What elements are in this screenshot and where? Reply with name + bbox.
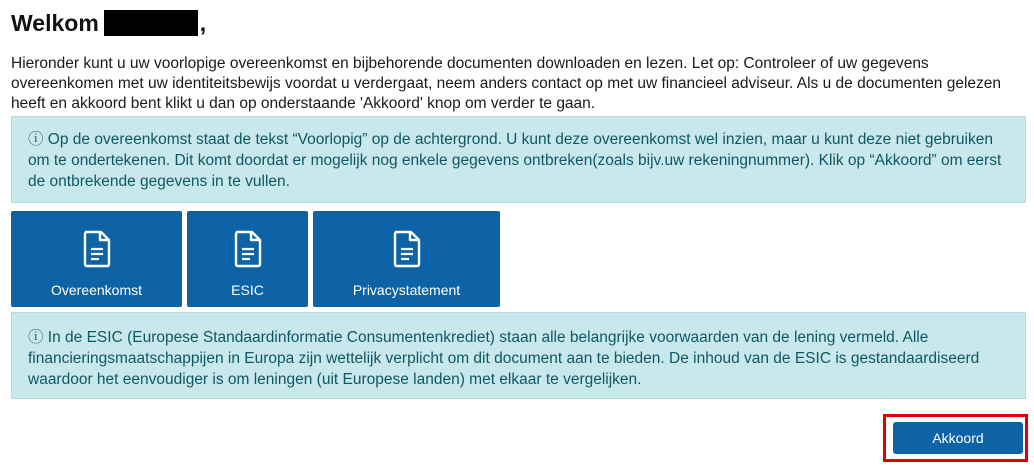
document-button-label: Overeenkomst	[50, 282, 143, 298]
info-box-esic	[11, 312, 1026, 399]
akkoord-button[interactable]: Akkoord	[893, 422, 1023, 454]
info-voorlopig-text: ⓘ Op de overeenkomst staat de tekst “Voorlopig” op de achtergrond. U kunt deze overeenkomst wel inzien, maar u kunt deze niet gebruiken om te ondertekenen. Dit komt doordat er mogelijk nog enkele gegevens ontbreken(zoals bijv.uw rekeningnummer). Klik op “Akkoord” om eerst de ontbrekende gegevens in te vullen.	[28, 131, 1002, 190]
document-icon	[232, 229, 264, 269]
document-icon	[81, 229, 113, 269]
info-esic-text: ⓘ In de ESIC (Europese Standaardinformatie Consumentenkrediet) staan alle belangrijke voorwaarden van de lening vermeld. Alle financieringsmaatschappijen in Europa zijn wettelijk verplicht om dit document aan te bieden. De inhoud van de ESIC is gestandaardiseerd waardoor het eenvoudiger is om leningen (uit Europese landen) met elkaar te vergelijken.	[28, 329, 980, 388]
page-title	[11, 6, 206, 40]
info-box-voorlopig	[11, 116, 1026, 203]
document-button-label: ESIC	[231, 282, 264, 298]
document-button-esic[interactable]	[187, 211, 308, 307]
document-button-overeenkomst[interactable]	[11, 211, 182, 307]
redacted-name	[104, 10, 198, 36]
greeting-text: Welkom	[11, 10, 99, 36]
document-button-label: Privacystatement	[352, 282, 461, 298]
greeting-comma: ,	[199, 10, 207, 36]
document-icon	[391, 229, 423, 269]
intro-text: Hieronder kunt u uw voorlopige overeenkomst en bijbehorende documenten downloaden en lezen. Let op: Controleer of uw gegevens overeenkomen met uw identiteitsbewijs voordat u verdergaat, neem anders contact op met uw financieel adviseur. Als u de documenten gelezen heeft en akkoord bent klikt u dan op onderstaande 'Akkoord' knop om verder te gaan.	[11, 55, 1001, 112]
document-button-privacystatement[interactable]	[313, 211, 500, 307]
